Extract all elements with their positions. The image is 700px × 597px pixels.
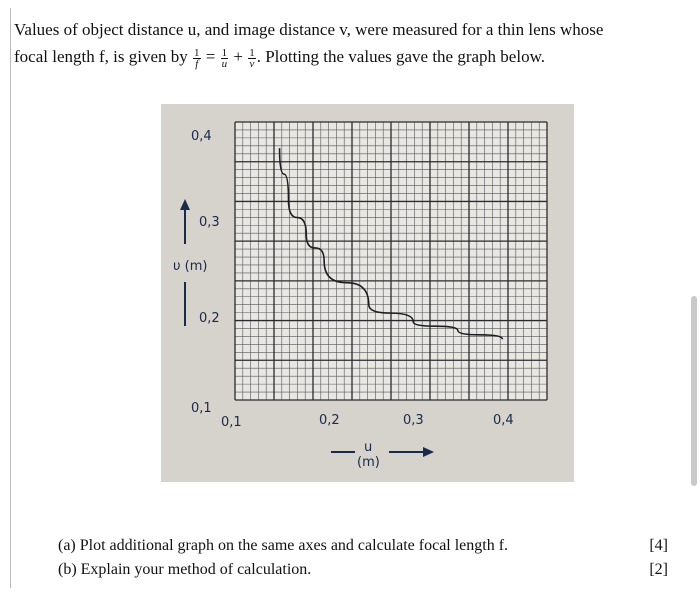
formula-term2-fraction: $\frac{1}{v}$ — [249, 46, 255, 70]
graph-svg — [161, 104, 574, 482]
question-line-2-start: focal length f, is given by — [14, 47, 188, 66]
graph-photo — [161, 104, 574, 482]
question-line-2: focal length f, is given by $\frac{1}{f}$ = $\frac{1}{u}$ + $\frac{1}{v}$ . Plotting the values gave the graph below. — [14, 46, 545, 70]
x-tick-0-4: 0,4 — [493, 413, 514, 428]
question-line-2-end: Plotting the values gave the graph below. — [265, 47, 545, 66]
question-parts — [58, 534, 668, 582]
scrollbar[interactable] — [691, 296, 697, 486]
x-tick-0-3: 0,3 — [403, 413, 424, 428]
y-axis-label: υ (m) — [173, 259, 208, 274]
y-tick-0-4: 0,4 — [191, 129, 212, 144]
question-line-1: Values of object distance u, and image distance v, were measured for a thin lens whose — [14, 20, 604, 39]
y-tick-0-1: 0,1 — [191, 401, 212, 416]
question-text — [14, 16, 674, 70]
part-a — [58, 534, 668, 558]
x-axis-unit: (m) — [357, 455, 380, 470]
part-b — [58, 558, 668, 582]
x-tick-0-2: 0,2 — [319, 413, 340, 428]
formula-term1-fraction: $\frac{1}{u}$ — [221, 46, 228, 70]
part-b-text: (b) Explain your method of calculation. — [58, 561, 312, 578]
formula-plus: + — [233, 47, 243, 66]
y-tick-0-2: 0,2 — [199, 311, 220, 326]
part-b-marks: [2] — [649, 561, 668, 578]
x-axis-arrow — [331, 447, 434, 457]
formula-lhs-fraction: $\frac{1}{f}$ — [194, 46, 200, 70]
formula-equals: = — [205, 47, 216, 66]
y-tick-0-3: 0,3 — [199, 215, 220, 230]
part-a-marks: [4] — [649, 537, 668, 554]
x-tick-0-1: 0,1 — [221, 415, 242, 430]
x-axis-label: u — [364, 440, 373, 455]
part-a-text: (a) Plot additional graph on the same axes and calculate focal length f. — [58, 537, 509, 554]
